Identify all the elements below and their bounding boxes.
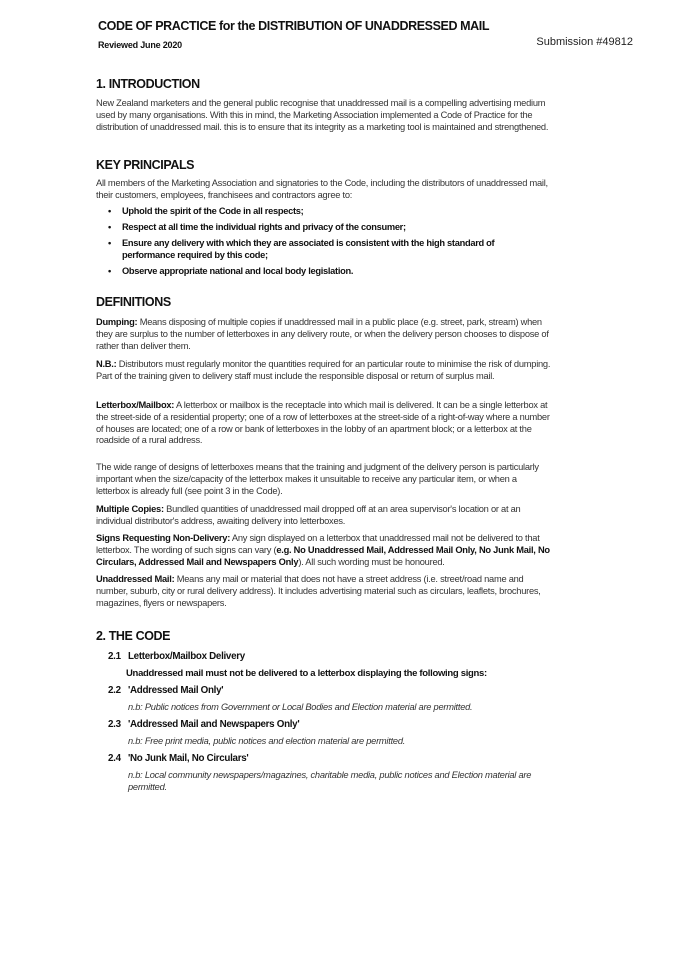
definition-text: ). All such wording must be honoured. bbox=[298, 556, 445, 567]
code-item-number: 2.3 bbox=[108, 719, 121, 730]
code-item-2-2 bbox=[108, 685, 223, 696]
code-item-label: 'No Junk Mail, No Circulars' bbox=[128, 753, 249, 764]
code-item-2-3 bbox=[108, 719, 299, 730]
definition-term: Multiple Copies: bbox=[96, 504, 164, 514]
definition-multiple-copies bbox=[96, 504, 551, 528]
definition-dumping bbox=[96, 317, 551, 352]
definition-text: Means disposing of multiple copies if unaddressed mail in a public place (e.g. street, park, stream) when they are surplus to the number of letterboxes in any delivery route, or when the delivery person chooses to dispose of rather than deliver them. bbox=[96, 317, 549, 351]
definition-term: N.B.: bbox=[96, 359, 117, 369]
code-item-number: 2.4 bbox=[108, 753, 121, 764]
code-item-number: 2.2 bbox=[108, 685, 121, 696]
code-item-note: n.b: Public notices from Government or Local Bodies and Election material are permitted. bbox=[128, 702, 473, 712]
key-principals-text: All members of the Marketing Association and signatories to the Code, including the distributors of unaddressed mail, their customers, employees, franchisees and contractors agree to: bbox=[96, 178, 548, 200]
letterbox-range-text: The wide range of designs of letterboxes means that the training and judgment of the delivery person is particularly important when the size/capacity of the letterbox makes it unsuitable to receive any particular item, or when a letterbox is already full (see point 3 in the Code). bbox=[96, 462, 539, 496]
submission-number: Submission #49812 bbox=[536, 36, 633, 48]
definition-nb bbox=[96, 359, 551, 383]
code-item-label: Letterbox/Mailbox Delivery bbox=[128, 651, 245, 662]
list-item: • Observe appropriate national and local body legislation. bbox=[108, 266, 528, 278]
code-item-2-4 bbox=[108, 753, 248, 764]
definition-text: Any sign displayed on a letterbox that unaddressed mail not be delivered to that letterbox. The wording of such signs can vary ( bbox=[96, 533, 540, 555]
definition-term: Dumping: bbox=[96, 317, 138, 327]
list-item: • Respect at all time the individual rights and privacy of the consumer; bbox=[108, 222, 528, 234]
definition-text: Bundled quantities of unaddressed mail dropped off at an area supervisor's location or at an individual distributor's address, awaiting delivery into letterboxes. bbox=[96, 504, 521, 526]
the-code-heading: 2. THE CODE bbox=[96, 629, 171, 643]
sign-examples: e.g. No Unaddressed Mail, Addressed Mail Only, No Junk Mail, No Circulars, Addressed Mail and Newspapers Only bbox=[96, 544, 550, 567]
document-title: CODE OF PRACTICE for the DISTRIBUTION OF UNADDRESSED MAIL bbox=[98, 19, 490, 33]
definition-term: Signs Requesting Non-Delivery: bbox=[96, 533, 231, 543]
code-intro: Unaddressed mail must not be delivered to a letterbox displaying the following signs: bbox=[126, 668, 487, 679]
code-item-label: 'Addressed Mail and Newspapers Only' bbox=[128, 719, 300, 730]
definition-term: Unaddressed Mail: bbox=[96, 574, 175, 584]
definition-text: Distributors must regularly monitor the quantities required for an particular route to minimise the risk of dumping. Part of the training given to delivery staff must include the responsible disposal or return of surplus mail. bbox=[96, 359, 551, 381]
definition-text: Means any mail or material that does not have a street address (i.e. street/road name and number, suburb, city or rural delivery address). It includes advertising material such as circulars, leaflets, brochures, magazines, flyers or newspapers. bbox=[96, 574, 541, 608]
definition-signs bbox=[96, 533, 551, 568]
code-item-note: n.b: Local community newspapers/magazines, charitable media, public notices and Election material are permitted. bbox=[128, 770, 532, 792]
list-item: • Ensure any delivery with which they are associated is consistent with the high standard of performance required by this code; bbox=[108, 238, 528, 261]
definition-term: Letterbox/Mailbox: bbox=[96, 400, 175, 410]
definition-letterbox bbox=[96, 400, 551, 447]
code-item-2-1 bbox=[108, 651, 245, 662]
code-item-number: 2.1 bbox=[108, 651, 121, 662]
introduction-heading: 1. INTRODUCTION bbox=[96, 77, 200, 91]
key-principals-heading: KEY PRINCIPALS bbox=[96, 158, 195, 172]
code-item-label: 'Addressed Mail Only' bbox=[128, 685, 224, 696]
reviewed-date: Reviewed June 2020 bbox=[98, 40, 182, 50]
definitions-heading: DEFINITIONS bbox=[96, 295, 171, 309]
definition-unaddressed-mail bbox=[96, 574, 551, 609]
code-item-note: n.b: Free print media, public notices and election material are permitted. bbox=[128, 736, 406, 746]
list-item: • Uphold the spirit of the Code in all respects; bbox=[108, 206, 528, 218]
introduction-text: New Zealand marketers and the general public recognise that unaddressed mail is a compelling advertising medium used by many organisations. With this in mind, the Marketing Association implemented a Code of Practice for the distribution of unaddressed mail. this is to ensure that its integrity as a marketing tool is maintained and strengthened. bbox=[96, 98, 549, 132]
definition-text: A letterbox or mailbox is the receptacle into which mail is delivered. It can be a single letterbox at the street-side of a residential property; one of a row of letterboxes at the street-side of a right-of-way where a number of houses are located; one of a row or bank of letterboxes in the lobby of an apartment block; or a letterbox at the roadside of a rural address. bbox=[96, 400, 550, 446]
key-principals-list bbox=[108, 206, 528, 282]
